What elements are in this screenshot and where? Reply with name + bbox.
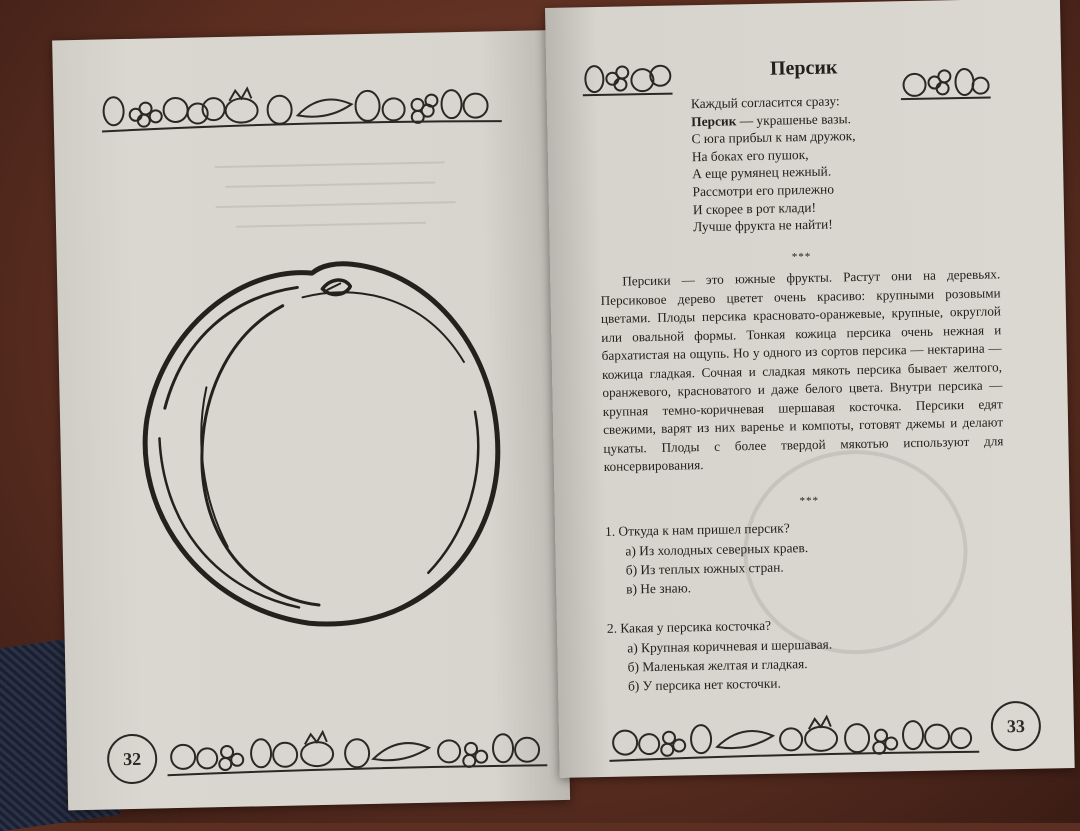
poem-line: На боках его пушок, xyxy=(691,146,809,164)
poem-line: Рассмотри его прилежно xyxy=(692,181,835,200)
poem-line: И скорее в рот клади! xyxy=(692,199,817,217)
left-page xyxy=(52,30,570,810)
poem-line: С юга прибыл к нам дружок, xyxy=(691,128,856,147)
answer-option: б) У персика нет косточки. xyxy=(627,675,781,694)
poem xyxy=(691,92,858,236)
peach-illustration xyxy=(121,231,509,639)
fruit-border-top-left xyxy=(101,81,502,139)
poem-line-rest: — украшенье вазы. xyxy=(736,110,851,128)
answer-option: б) Из теплых южных стран. xyxy=(625,559,784,578)
poem-line: Лучше фрукта не найти! xyxy=(693,216,833,235)
page-number-right: 33 xyxy=(990,701,1041,752)
separator-stars: *** xyxy=(791,250,812,264)
poem-bold-word: Персик xyxy=(691,112,737,129)
question-1 xyxy=(605,514,1006,599)
question-text: 2. Какая у персика косточка? xyxy=(606,617,772,636)
body-paragraph: Персики — это южные фрукты. Растут они на деревьях. Персиковое дерево цветет очень красиво: крупными розовыми цветами. Плоды персика красновато-оранжевые, крупные, округлой или овальной формы. Тонкая кожица персика очень нежная и бархатистая на ощупь. Но у одного из сортов персика — нектарина — кожица гладкая. Сочная и сладкая мякоть персика бывает желтого, оранжевого, красноватого и даже белого цвета. Внутри персика — крупная темно-коричневая шершавая косточка. Персики едят свежими, варят из них варенье и компоты, готовят джемы и делают цукаты. Плоды с более твердой мякотью используют для консервирования. xyxy=(600,266,1004,474)
fruit-cluster-top-right xyxy=(900,57,991,105)
question-2 xyxy=(607,611,1008,696)
fruit-border-bottom-right xyxy=(609,712,980,769)
right-page xyxy=(545,0,1075,778)
poem-line: Каждый согласится сразу: xyxy=(690,93,840,112)
separator-stars-2: *** xyxy=(799,494,820,508)
question-text: 1. Откуда к нам пришел персик? xyxy=(604,520,790,539)
answer-option: а) Крупная коричневая и шершавая. xyxy=(627,636,833,656)
poem-line: А еще румянец нежный. xyxy=(692,163,832,182)
answer-option: в) Не знаю. xyxy=(626,580,692,597)
fruit-border-bottom-left xyxy=(167,725,548,783)
page-number-left: 32 xyxy=(107,733,158,784)
questions xyxy=(605,514,1009,716)
answer-option: а) Из холодных северных краев. xyxy=(625,540,809,559)
page-title: Персик xyxy=(769,56,838,80)
answer-option: б) Маленькая желтая и гладкая. xyxy=(627,656,808,675)
